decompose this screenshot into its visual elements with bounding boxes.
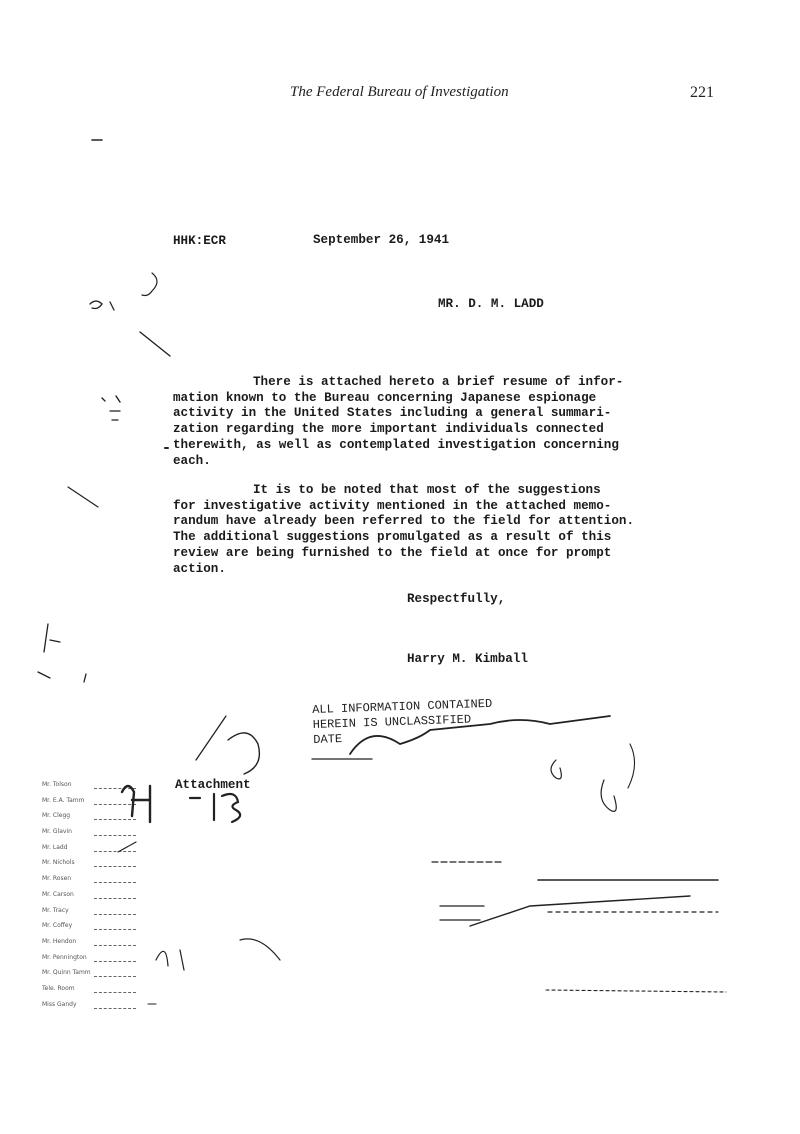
stamp-line: ALL INFORMATION CONTAINED xyxy=(312,696,493,717)
filing-stamp-line xyxy=(470,896,690,926)
memo-signature: Harry M. Kimball xyxy=(407,652,528,666)
routing-slip-row: Mr. Rosen xyxy=(42,875,142,891)
memo-line: therewith, as well as contemplated investigation concerning xyxy=(173,437,619,452)
routing-slip-row: Mr. Nichols xyxy=(42,859,142,875)
routing-slip-row: Tele. Room xyxy=(42,985,142,1001)
routing-slip-row: Mr. Tolson xyxy=(42,781,142,797)
routing-slip-row: Mr. Coffey xyxy=(42,922,142,938)
handwritten-scrawl xyxy=(601,780,616,811)
routing-slip-row: Mr. E.A. Tamm xyxy=(42,797,142,813)
memo-line: activity in the United States including a general summari- xyxy=(173,406,612,421)
margin-mark xyxy=(140,332,170,356)
margin-mark xyxy=(142,273,157,296)
margin-mark xyxy=(90,301,114,310)
filing-stamp-line xyxy=(440,906,484,920)
memo-line: randum have already been referred to the field for attention. xyxy=(173,514,635,529)
memo-date: September 26, 1941 xyxy=(313,233,450,247)
memo-addressee: MR. D. M. LADD xyxy=(438,297,544,311)
memo-line: There is attached hereto a brief resume of infor- xyxy=(253,375,624,389)
memo-closing: Respectfully, xyxy=(407,592,506,606)
routing-slip-row: Mr. Glavin xyxy=(42,828,142,844)
running-head-title: The Federal Bureau of Investigation xyxy=(290,84,509,100)
stamp-line: HEREIN IS UNCLASSIFIED xyxy=(312,712,472,732)
stamp-date-scrawl xyxy=(350,716,610,754)
handwritten-file-number xyxy=(190,794,240,822)
memo-attachment-label: Attachment xyxy=(175,778,251,792)
memo-initials: HHK:ECR xyxy=(173,234,226,248)
margin-mark xyxy=(102,396,120,402)
routing-slip-row: Mr. Clegg xyxy=(42,812,142,828)
memo-line: for investigative activity mentioned in the attached memo- xyxy=(173,498,612,513)
memo-line: action. xyxy=(173,561,226,576)
stamp-line: DATE xyxy=(313,731,343,747)
page-number: 221 xyxy=(690,84,714,101)
memo-line: It is to be noted that most of the suggestions xyxy=(253,483,601,497)
memo-line: mation known to the Bureau concerning Japanese espionage xyxy=(173,390,597,405)
memo-line: zation regarding the more important individuals connected xyxy=(173,422,604,437)
handwritten-file-number xyxy=(122,786,150,822)
margin-mark xyxy=(110,411,120,420)
handwritten-slash xyxy=(196,716,226,760)
routing-slip-row: Miss Gandy xyxy=(42,1001,142,1017)
routing-slip-row: Mr. Pennington xyxy=(42,954,142,970)
routing-slip-row: Mr. Hendon xyxy=(42,938,142,954)
memo-line: review are being furnished to the field at once for prompt xyxy=(173,545,612,560)
memo-line: each. xyxy=(173,453,211,468)
handwritten-scrawl xyxy=(156,939,280,970)
routing-slip-row: Mr. Quinn Tamm xyxy=(42,969,142,985)
handwritten-check xyxy=(118,842,136,852)
handwritten-scrawl xyxy=(628,744,635,788)
routing-slip-row: Mr. Tracy xyxy=(42,907,142,923)
margin-mark xyxy=(68,487,98,507)
handwritten-scrawl xyxy=(551,760,561,779)
routing-slip-row: Mr. Carson xyxy=(42,891,142,907)
filing-stamp-line xyxy=(546,990,726,992)
handwritten-loop xyxy=(228,733,259,774)
memo-line: The additional suggestions promulgated as a result of this xyxy=(173,530,612,545)
margin-mark xyxy=(38,624,86,682)
routing-slip-row: Mr. Ladd xyxy=(42,844,142,860)
